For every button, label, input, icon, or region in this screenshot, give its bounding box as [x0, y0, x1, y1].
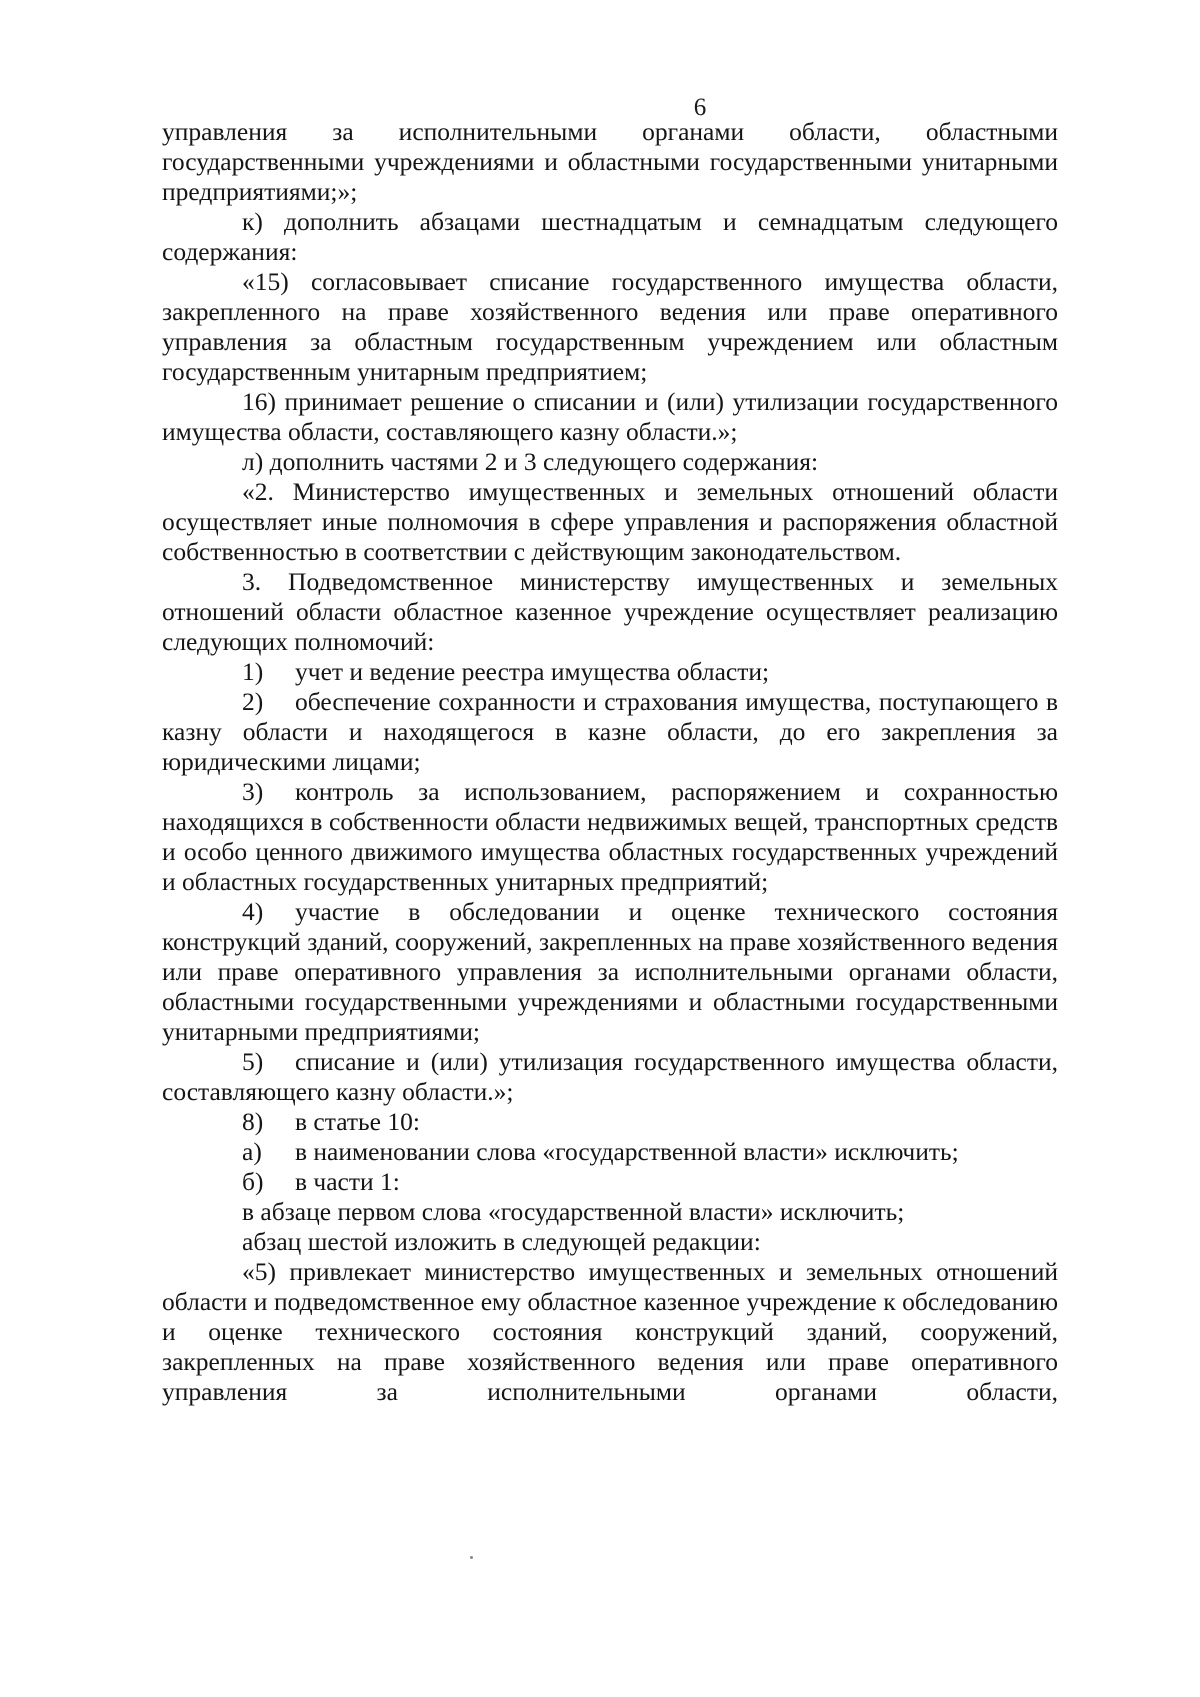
list-item-text: списание и (или) утилизация государственного имущества области, составляющего казну области.»;: [162, 1047, 1058, 1106]
list-item: [162, 657, 1058, 687]
list-item-text: в статье 10:: [295, 1107, 420, 1136]
paragraph: абзац шестой изложить в следующей редакции:: [242, 1227, 761, 1256]
paragraph: в абзаце первом слова «государственной власти» исключить;: [242, 1197, 905, 1226]
paragraph: «2. Министерство имущественных и земельных отношений области осуществляет иные полномочия в сфере управления и распоряжения областной собственностью в соответствии с действующим законодательством.: [162, 477, 1058, 566]
list-item: [162, 897, 1058, 1047]
paragraph: «5) привлекает министерство имущественных и земельных отношений области и подведомственное ему областное казенное учреждение к обследованию и оценке технического состояния конструкций зданий, сооружений, закрепленных на праве хозяйственного ведения или праве оперативного управления за исполнительными органами области,: [162, 1257, 1058, 1406]
list-item-number: б): [242, 1167, 264, 1196]
document-body: [162, 117, 1058, 1407]
list-item-text: учет и ведение реестра имущества области;: [295, 657, 770, 686]
paragraph: управления за исполнительными органами области, областными государственными учреждениями и областными государственными унитарными предприятиями;»;: [162, 117, 1058, 206]
list-item: [162, 1107, 1058, 1137]
page-number: 6: [693, 94, 707, 121]
list-item-number: а): [242, 1137, 262, 1166]
list-item-text: в части 1:: [295, 1167, 400, 1196]
paragraph: л) дополнить частями 2 и 3 следующего содержания:: [242, 447, 819, 476]
list-item-text: участие в обследовании и оценке технического состояния конструкций зданий, сооружений, закрепленных на праве хозяйственного ведения или праве оперативного управления за исполнительными органами области, областными государственными учреждениями и областными государственными унитарными предприятиями;: [162, 897, 1058, 1046]
scan-speck: [470, 1556, 473, 1559]
list-item-number: 1): [242, 657, 264, 686]
list-item-text: обеспечение сохранности и страхования имущества, поступающего в казну области и находящегося в казне области, до его закрепления за юридическими лицами;: [162, 687, 1058, 776]
paragraph: 16) принимает решение о списании и (или) утилизации государственного имущества области, составляющего казну области.»;: [162, 387, 1058, 446]
paragraph: «15) согласовывает списание государственного имущества области, закрепленного на праве хозяйственного ведения или праве оперативного управления за областным государственным учреждением или областным государственным унитарным предприятием;: [162, 267, 1058, 386]
list-item: [162, 1137, 1058, 1167]
list-item-number: 8): [242, 1107, 264, 1136]
list-item: [162, 687, 1058, 777]
list-item-text: контроль за использованием, распоряжением и сохранностью находящихся в собственности области недвижимых вещей, транспортных средств и особо ценного движимого имущества областных государственных учреждений и областных государственных унитарных предприятий;: [162, 777, 1058, 896]
paragraph: 3. Подведомственное министерству имущественных и земельных отношений области областное казенное учреждение осуществляет реализацию следующих полномочий:: [162, 567, 1058, 656]
paragraph: к) дополнить абзацами шестнадцатым и семнадцатым следующего содержания:: [162, 207, 1058, 266]
list-item: [162, 1167, 1058, 1197]
list-item: [162, 777, 1058, 897]
list-item-text: в наименовании слова «государственной власти» исключить;: [295, 1137, 959, 1166]
list-item: [162, 1047, 1058, 1107]
list-item-number: 3): [242, 777, 264, 806]
list-item-number: 2): [242, 687, 264, 716]
list-item-number: 4): [242, 897, 264, 926]
list-item-number: 5): [242, 1047, 264, 1076]
